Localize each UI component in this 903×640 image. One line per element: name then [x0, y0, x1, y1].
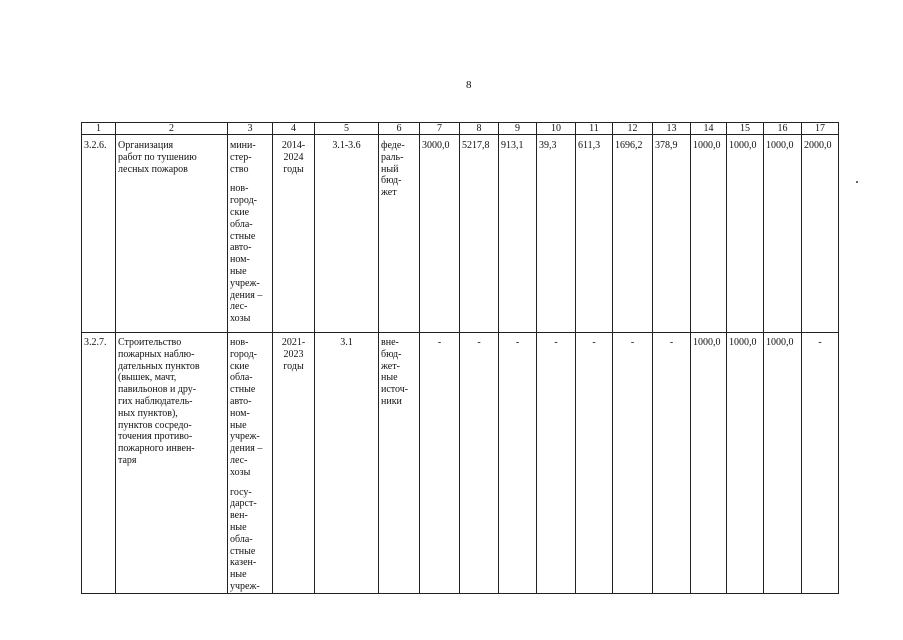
- text-line: хозы: [230, 313, 251, 325]
- value-cell: -: [499, 333, 537, 594]
- column-number: 1: [82, 123, 116, 135]
- text-line: жет-: [381, 360, 400, 372]
- text-line: раль-: [381, 151, 404, 163]
- value-cell: -: [576, 333, 613, 594]
- text-line: авто-: [230, 395, 252, 407]
- text-line: ские: [230, 206, 250, 218]
- value-cell: 1000,0: [691, 135, 727, 333]
- text-line: госу-: [230, 486, 252, 498]
- text-line: дения –: [230, 289, 263, 301]
- text-line: учреж-: [230, 277, 260, 289]
- column-number: 8: [460, 123, 499, 135]
- text-line: мини-: [230, 140, 256, 151]
- period: [273, 333, 315, 594]
- target-indicators: 3.1: [315, 333, 379, 594]
- text-line: точения противо-: [118, 431, 193, 443]
- value-cell: 611,3: [576, 135, 613, 333]
- item-number: 3.2.7.: [82, 333, 116, 594]
- executor: [228, 135, 273, 333]
- program-table: [81, 122, 839, 594]
- value-cell: 3000,0: [420, 135, 460, 333]
- text-line: бюд-: [381, 175, 402, 187]
- text-line: павильонов и дру-: [118, 384, 197, 396]
- text-line: 2023: [283, 348, 304, 360]
- text-line: 2021-: [281, 337, 306, 348]
- text-line: (вышек, мачт,: [118, 372, 177, 384]
- value-cell: 1000,0: [764, 135, 802, 333]
- text-line: авто-: [230, 242, 252, 254]
- column-number: 2: [116, 123, 228, 135]
- text-line: ные: [230, 419, 247, 431]
- text-line: Организация: [118, 140, 174, 151]
- text-line: нов-: [230, 337, 249, 348]
- value-cell: 1000,0: [691, 333, 727, 594]
- value-cell: 913,1: [499, 135, 537, 333]
- column-number: 11: [576, 123, 613, 135]
- column-number: 14: [691, 123, 727, 135]
- table-row: [82, 135, 839, 333]
- value-cell: -: [537, 333, 576, 594]
- text-line: лес-: [230, 454, 248, 466]
- text-line: обла-: [230, 372, 253, 384]
- value-cell: 378,9: [653, 135, 691, 333]
- text-line: ных пунктов),: [118, 407, 178, 419]
- text-line: пожарного инвен-: [118, 443, 195, 455]
- executor: [228, 333, 273, 594]
- column-number: 15: [727, 123, 764, 135]
- table-row: [82, 333, 839, 594]
- column-number: 5: [315, 123, 379, 135]
- text-line: 2014-: [281, 140, 306, 151]
- value-cell: 2000,0: [802, 135, 839, 333]
- text-line: город-: [230, 195, 257, 207]
- value-cell: 1000,0: [764, 333, 802, 594]
- text-line: ные: [230, 265, 247, 277]
- text-line: годы: [283, 163, 304, 175]
- text-line: обла-: [230, 218, 253, 230]
- column-number: 12: [613, 123, 653, 135]
- value-cell: 1000,0: [727, 333, 764, 594]
- text-line: обла-: [230, 533, 253, 545]
- page-number: 8: [466, 79, 472, 91]
- text-line: ные: [381, 372, 398, 384]
- column-number-row: [82, 123, 839, 135]
- scan-speck: [856, 181, 858, 183]
- value-cell: -: [420, 333, 460, 594]
- text-line: работ по тушению: [118, 151, 197, 163]
- text-line: ники: [381, 395, 402, 407]
- column-number: 3: [228, 123, 273, 135]
- text-line: пожарных наблю-: [118, 348, 195, 360]
- text-line: феде-: [381, 140, 405, 151]
- text-line: хозы: [230, 466, 251, 478]
- text-line: ном-: [230, 407, 250, 419]
- text-line: вен-: [230, 510, 248, 522]
- text-line: таря: [118, 454, 137, 466]
- column-number: 17: [802, 123, 839, 135]
- column-number: 13: [653, 123, 691, 135]
- funding-source: [379, 135, 420, 333]
- text-line: источ-: [381, 384, 409, 396]
- text-line: стер-: [230, 151, 252, 163]
- text-line: ный: [381, 163, 399, 175]
- value-cell: 1696,2: [613, 135, 653, 333]
- column-number: 9: [499, 123, 537, 135]
- column-number: 7: [420, 123, 460, 135]
- column-number: 6: [379, 123, 420, 135]
- text-line: пунктов сосредо-: [118, 419, 192, 431]
- text-line: бюд-: [381, 348, 402, 360]
- period: [273, 135, 315, 333]
- text-line: Строительство: [118, 337, 182, 348]
- item-number: 3.2.6.: [82, 135, 116, 333]
- text-line: казен-: [230, 557, 257, 569]
- text-line: дения –: [230, 443, 263, 455]
- column-number: 10: [537, 123, 576, 135]
- text-line: ном-: [230, 254, 250, 266]
- value-cell: -: [802, 333, 839, 594]
- text-line: стные: [230, 384, 256, 396]
- text-line: жет: [381, 187, 397, 199]
- value-cell: -: [613, 333, 653, 594]
- text-line: учреж-: [230, 580, 260, 592]
- text-line: 2024: [283, 151, 304, 163]
- text-line: дарст-: [230, 498, 257, 510]
- value-cell: -: [653, 333, 691, 594]
- text-line: дательных пунктов: [118, 360, 200, 372]
- text-line: учреж-: [230, 431, 260, 443]
- text-line: стные: [230, 230, 256, 242]
- text-line: гих наблюдатель-: [118, 395, 193, 407]
- text-line: лесных пожаров: [118, 163, 188, 175]
- value-cell: 5217,8: [460, 135, 499, 333]
- text-line: стные: [230, 545, 256, 557]
- text-line: ные: [230, 521, 247, 533]
- text-line: ские: [230, 360, 250, 372]
- value-cell: -: [460, 333, 499, 594]
- value-cell: 1000,0: [727, 135, 764, 333]
- text-line: нов-: [230, 183, 249, 195]
- item-name: [116, 135, 228, 333]
- column-number: 16: [764, 123, 802, 135]
- text-line: ство: [230, 163, 249, 175]
- text-line: город-: [230, 348, 257, 360]
- column-number: 4: [273, 123, 315, 135]
- text-line: вне-: [381, 337, 399, 348]
- text-line: ные: [230, 569, 247, 581]
- target-indicators: 3.1-3.6: [315, 135, 379, 333]
- value-cell: 39,3: [537, 135, 576, 333]
- funding-source: [379, 333, 420, 594]
- text-line: лес-: [230, 301, 248, 313]
- text-line: годы: [283, 360, 304, 372]
- item-name: [116, 333, 228, 594]
